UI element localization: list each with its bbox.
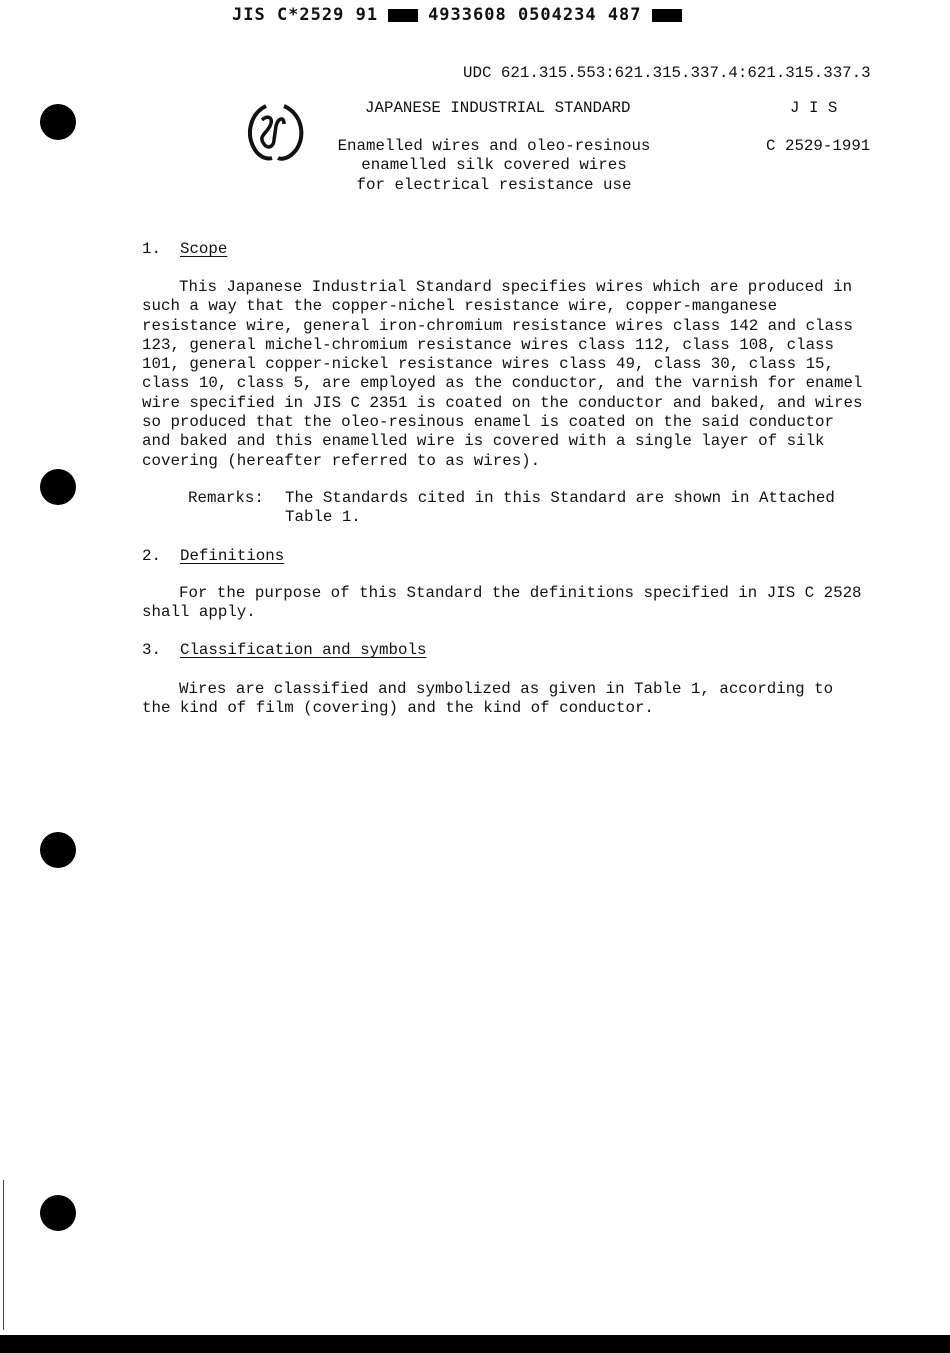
section-number: 1. (142, 240, 161, 258)
punch-hole (40, 832, 76, 868)
document-title (314, 137, 674, 195)
text-line: Wires are classified and symbolized as given in Table 1, according to (179, 680, 834, 698)
section-heading-classification (142, 641, 426, 660)
text-line: 123, general michel-chromium resistance wires class 112, class 108, class (142, 335, 835, 354)
text-line: Table 1. (285, 508, 361, 527)
remarks-text (285, 489, 835, 528)
section-number: 3. (142, 641, 161, 659)
text-line: For the purpose of this Standard the definitions specified in JIS C 2528 (179, 584, 862, 602)
scan-code-mid: 4933608 0504234 487 (428, 5, 642, 25)
punch-hole (40, 1195, 76, 1231)
black-block (652, 9, 682, 22)
section-title: Definitions (179, 547, 285, 565)
scan-header-code (232, 5, 692, 25)
text-line: such a way that the copper-nichel resistance wire, copper-manganese (142, 297, 778, 316)
scan-edge-line (3, 1180, 4, 1330)
remarks-label: Remarks: (188, 489, 264, 507)
text-line: resistance wire, general iron-chromium resistance wires class 142 and class (142, 316, 853, 335)
title-line: for electrical resistance use (356, 175, 632, 194)
definitions-paragraph (142, 584, 862, 623)
text-line: covering (hereafter referred to as wires). (142, 451, 541, 470)
title-line: Enamelled wires and oleo-resinous (337, 137, 651, 155)
scope-paragraph (142, 278, 862, 471)
text-line: 101, general copper-nickel resistance wires class 49, class 30, class 15, (142, 355, 835, 374)
jis-logo-icon (244, 100, 308, 164)
section-title: Classification and symbols (179, 641, 427, 659)
black-block (388, 9, 418, 22)
text-line: The Standards cited in this Standard are shown in Attached (285, 489, 835, 507)
text-line: wire specified in JIS C 2351 is coated on the conductor and baked, and wires (142, 393, 863, 412)
doc-number: C 2529-1991 (766, 137, 871, 155)
udc-code: UDC 621.315.553:621.315.337.4:621.315.337.3 (463, 64, 871, 82)
title-line: enamelled silk covered wires (361, 156, 627, 175)
section-number: 2. (142, 547, 161, 565)
text-line: shall apply. (142, 603, 256, 622)
punch-hole (40, 104, 76, 140)
text-line: the kind of film (covering) and the kind of conductor. (142, 699, 654, 718)
section-title: Scope (179, 240, 228, 258)
scan-code-left: JIS C*2529 91 (232, 5, 379, 25)
text-line: This Japanese Industrial Standard specifies wires which are produced in (179, 278, 853, 296)
text-line: so produced that the oleo-resinous enamel is coated on the said conductor (142, 413, 835, 432)
section-heading-definitions (142, 547, 284, 566)
scan-bottom-bar (0, 1335, 950, 1353)
classification-paragraph (142, 680, 833, 719)
org-name: JAPANESE INDUSTRIAL STANDARD (365, 99, 631, 117)
text-line: and baked and this enamelled wire is covered with a single layer of silk (142, 432, 825, 451)
text-line: class 10, class 5, are employed as the conductor, and the varnish for enamel (142, 374, 863, 393)
section-heading-scope (142, 240, 227, 259)
jis-label: J I S (790, 99, 838, 117)
punch-hole (40, 469, 76, 505)
